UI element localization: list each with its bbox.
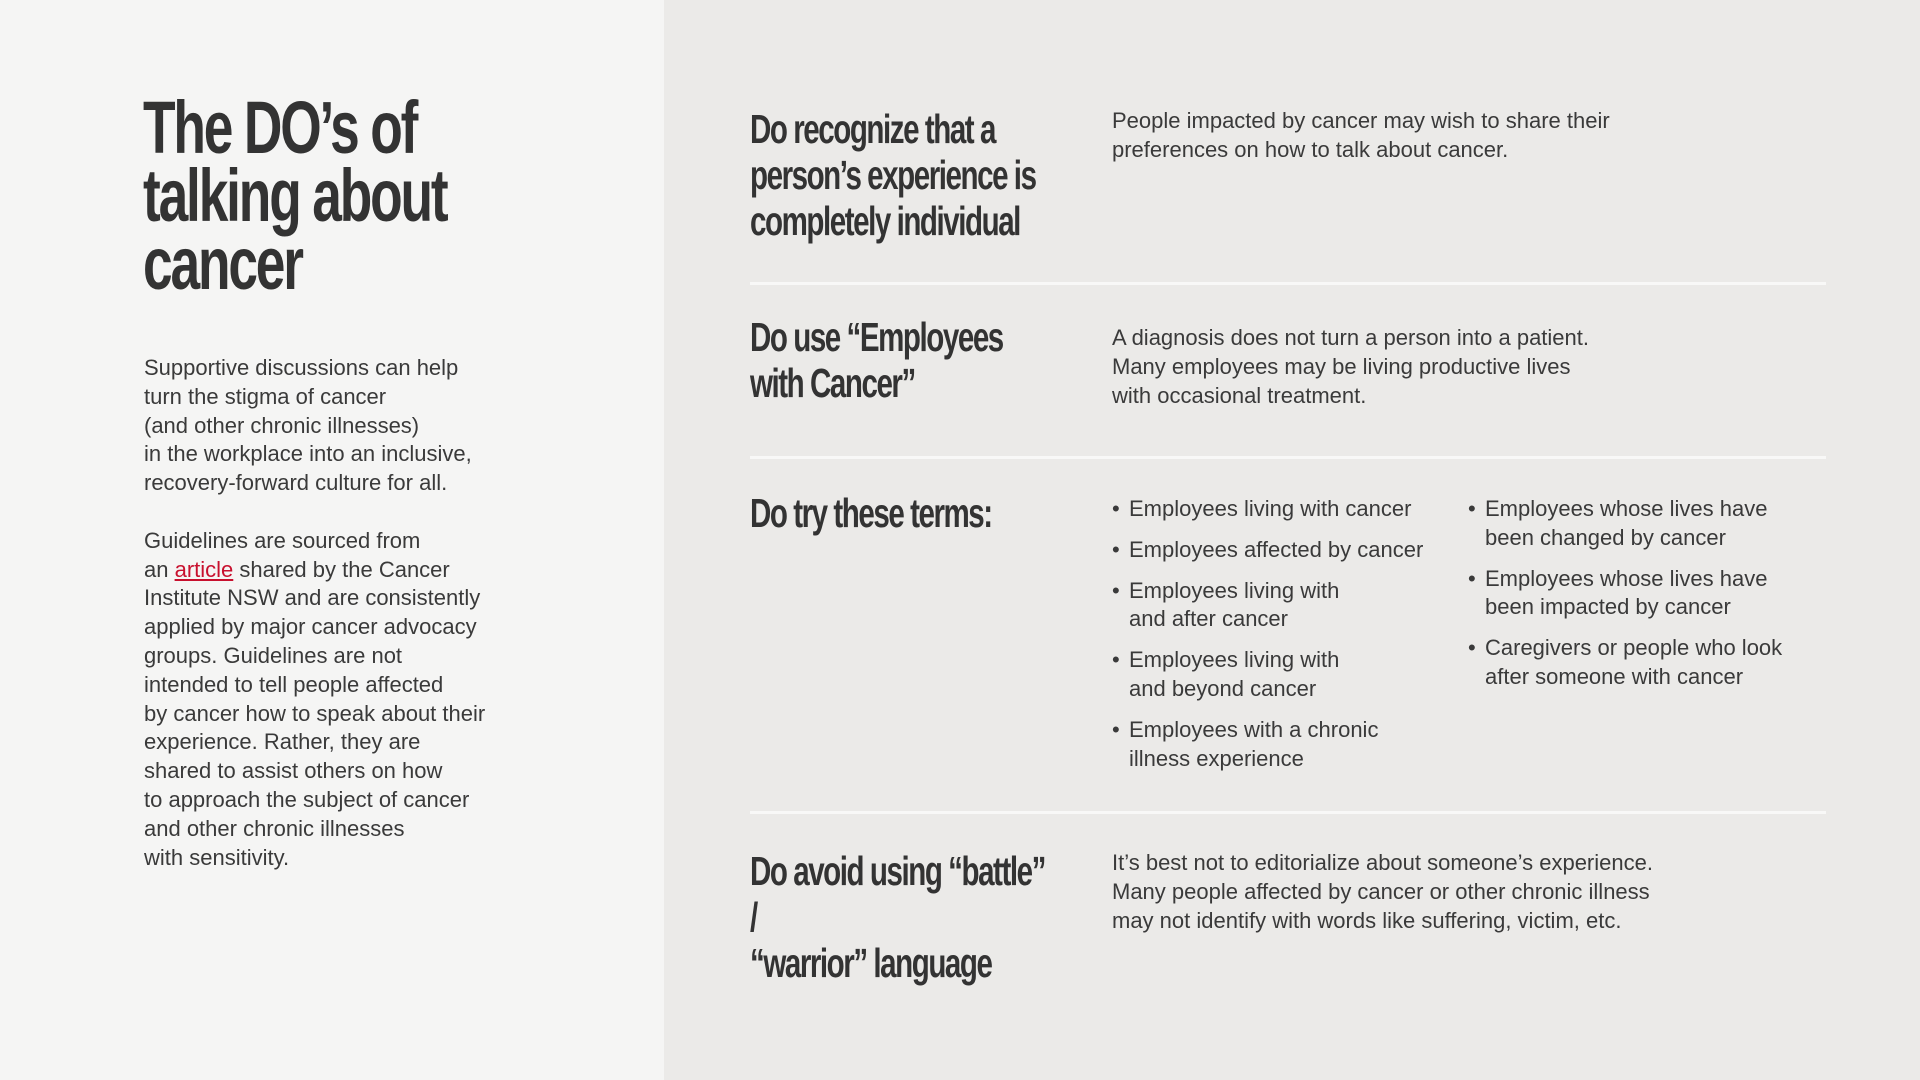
section-divider [750,282,1826,285]
term-text: Employees living with and after cancer [1129,577,1340,632]
list-item [1112,646,1462,704]
intro-paragraph-1: Supportive discussions can help turn the stigma of cancer (and other chronic illnesses) in the workplace into an inclusive, recovery-forward culture for all. [144,355,472,496]
term-text: Employees whose lives have been changed by cancer [1485,496,1768,550]
list-item [1112,536,1462,565]
term-text: Caregivers or people who look after someone with cancer [1485,635,1783,689]
section-heading-try-terms: Do try these terms: [750,490,992,536]
section-description-avoid-battle-language: It’s best not to editorialize about someone’s experience. Many people affected by cancer or other chronic illness may not identify with words like suffering, victim, etc. [1112,850,1653,933]
bullet-icon: • [1112,536,1120,562]
term-text: Employees affected by cancer [1129,536,1424,562]
bullet-icon: • [1112,496,1120,521]
term-text: Employees whose lives have been impacted by cancer [1485,565,1768,620]
terms-list-column-2 [1468,495,1838,704]
terms-list-column-1 [1112,495,1462,785]
list-item [1468,565,1838,623]
intro-text [144,354,534,901]
intro-paragraph-2-start: Guidelines are sourced from an [144,527,421,582]
bullet-icon: • [1468,565,1476,591]
list-item [1112,716,1462,774]
article-link[interactable]: article [174,556,234,582]
list-item [1468,495,1838,553]
section-heading-individual-experience: Do recognize that a person’s experience is completely individual [750,106,1036,244]
list-item [1112,495,1462,524]
section-divider [750,811,1826,814]
bullet-icon: • [1468,635,1476,661]
intro-paragraph-2 [144,527,534,873]
list-item [1468,634,1838,692]
list-item [1112,577,1462,635]
term-text: Employees living with cancer [1129,496,1412,521]
term-text: Employees with a chronic illness experience [1129,716,1379,771]
term-text: Employees living with and beyond cancer [1129,647,1340,701]
section-description-individual-experience: People impacted by cancer may wish to share their preferences on how to talk about cancer. [1112,108,1610,162]
intro-paragraph-2-end: shared by the Cancer Institute NSW and are consistently applied by major cancer advocacy groups. Guidelines are not intended to tell people affected by cancer how to speak about their experience. Rather, they are shared to assist others on how to approach the subject of cancer and other chronic illnesses with sensitivity. [144,556,486,870]
section-description-employees-with-cancer: A diagnosis does not turn a person into a patient. Many employees may be living productive lives with occasional treatment. [1112,325,1589,408]
section-heading-employees-with-cancer: Do use “Employees with Cancer” [750,314,1003,406]
page-title: The DO’s of talking about cancer [143,86,447,305]
section-heading-avoid-battle-language: Do avoid using “battle” / “warrior” language [750,848,1045,986]
bullet-icon: • [1112,577,1120,603]
bullet-icon: • [1468,496,1476,521]
bullet-icon: • [1112,647,1120,673]
bullet-icon: • [1112,716,1120,742]
section-divider [750,456,1826,459]
